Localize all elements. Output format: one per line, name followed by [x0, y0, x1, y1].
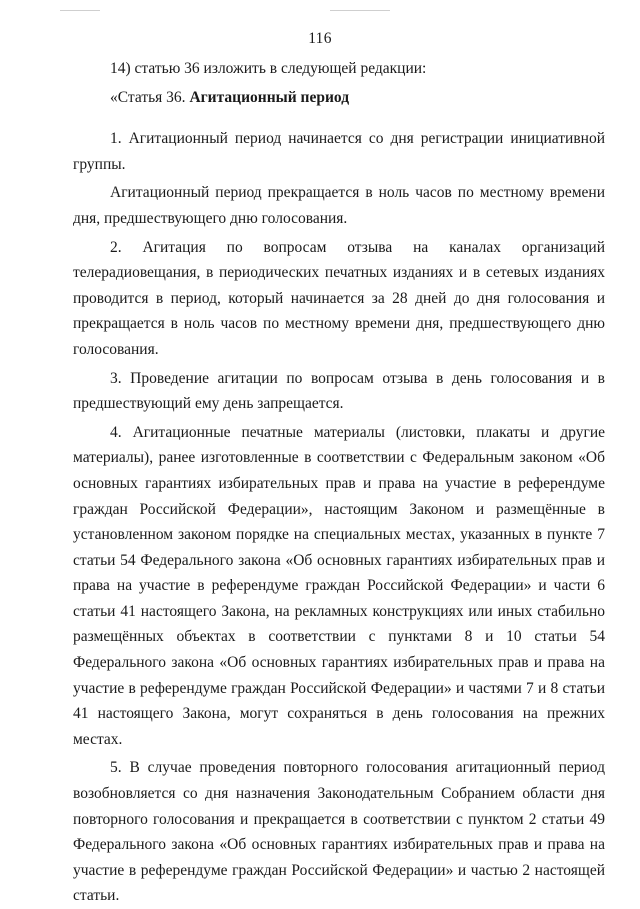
amendment-intro: 14) статью 36 изложить в следующей редакции:: [110, 60, 427, 77]
paragraph-5: 5. В случае проведения повторного голосования агитационный период возобновляется со дня назначения Законодательным Собранием области дня повторного голосования и прекращается в соответствии с пунктом 2 статьи 49 Федерального закона «Об основных гарантиях избирательных прав и права на участие в референдуме граждан Российской Федерации» и частью 2 настоящей статьи.: [73, 759, 605, 905]
article-heading: [73, 85, 605, 111]
paragraph-4: 4. Агитационные печатные материалы (листовки, плакаты и другие материалы), ранее изготовленные в соответствии с Федеральным законом «Об основных гарантиях избирательных прав и права на участие в референдуме граждан Российской Федерации», настоящим Законом и размещённые в установленном законом порядке на специальных местах, указанных в пункте 7 статьи 54 Федерального закона «Об основных гарантиях избирательных прав и права на участие в референдуме граждан Российской Федерации» и части 6 статьи 41 настоящего Закона, на рекламных конструкциях или иных стабильно размещённых объектах в соответствии с пунктами 8 и 10 статьи 54 Федерального закона «Об основных гарантиях избирательных прав и права на участие в референдуме граждан Российской Федерации» и частями 7 и 8 статьи 41 настоящего Закона, могут сохраняться в день голосования на прежних местах.: [73, 423, 605, 748]
scan-artifact: [60, 10, 100, 11]
paragraph-1: 1. Агитационный период начинается со дня регистрации инициативной группы.: [73, 130, 605, 173]
paragraph-2: 2. Агитация по вопросам отзыва на каналах организаций телерадиовещания, в периодических печатных изданиях и в сетевых изданиях проводится в период, который начинается за 28 дней до дня голосования и прекращается в ноль часов по местному времени дня, предшествующего дню голосования.: [73, 238, 605, 358]
document-body: [73, 56, 605, 909]
article-title: Агитационный период: [189, 88, 350, 106]
paragraph-3: 3. Проведение агитации по вопросам отзыва в день голосования и в предшествующий ему день запрещается.: [73, 369, 605, 413]
paragraph-1-continued: Агитационный период прекращается в ноль часов по местному времени дня, предшествующего дню голосования.: [73, 184, 605, 227]
page-number: 116: [308, 30, 332, 47]
article-prefix: «Статья 36.: [110, 88, 186, 106]
scan-artifact: [330, 10, 390, 11]
